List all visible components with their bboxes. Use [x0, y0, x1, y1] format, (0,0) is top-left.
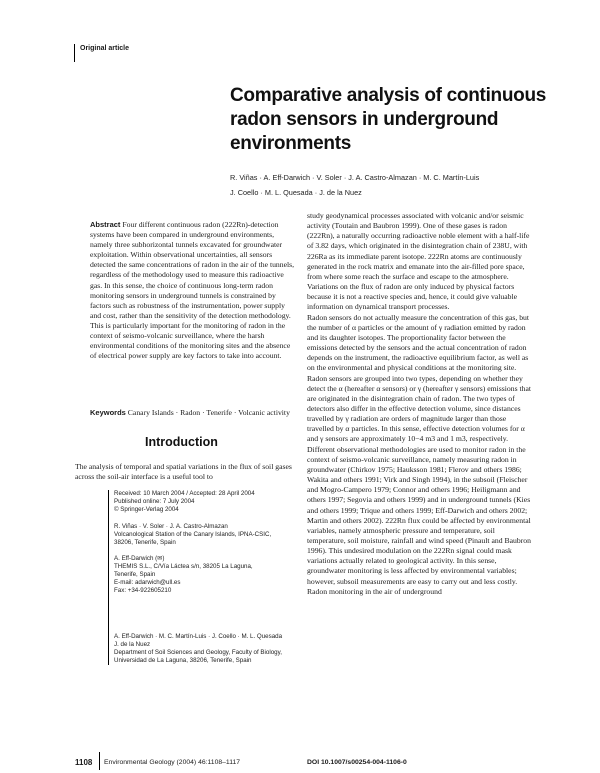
published-date: Published online: 7 July 2004 — [114, 497, 195, 505]
abstract-text: Four different continuous radon (222Rn)-detection systems have been compared in underground environments, namely three subhorizontal tunnels excavated for groundwater exploitation. Within observational uncertainties, all sensors detected the same concentrations of radon in the air of the tunnels, regardless of the methodology used to measure this radioactive gas. In this sense, the choice of continuous long-term radon monitoring sensors in underground tunnels is constrained by factors such as robustness of the instrumentation, power supply and cost, rather than the sensitivity of the detection methodology. This is particularly important for the monitoring of radon in the context of seismo-volcanic surveillance, where the harsh environmental conditions of the monitoring sites and the absence of electrical power supply are key factors to take into account. — [90, 220, 295, 361]
copyright: © Springer-Verlag 2004 — [114, 505, 179, 513]
authors-line-2: J. Coello · M. L. Quesada · J. de la Nuez — [230, 188, 362, 197]
affiliation-line: 38206, Tenerife, Spain — [114, 538, 176, 546]
info-box-rule — [108, 490, 109, 665]
article-dates — [114, 490, 255, 514]
affiliation-line: Tenerife, Spain — [114, 570, 156, 578]
right-column-body — [307, 211, 533, 597]
introduction-text: The analysis of temporal and spatial variations in the flux of soil gases across the soil-air interface is a useful tool to — [75, 462, 292, 481]
introduction-heading: Introduction — [145, 435, 218, 449]
abstract-label: Abstract — [90, 220, 121, 229]
keywords-text: Canary Islands · Radon · Tenerife · Volcanic activity — [127, 408, 290, 417]
affiliation-2 — [114, 555, 253, 595]
body-paragraph-3: Different observational methodologies are used to monitor radon in the context of seismo-volcanic surveillance, namely measuring radon in groundwater (Chirkov 1975; Hauksson 1981; Flerov and others 1986; Wakita and others 1991; Virk and Singh 1994), in the subsoil (Fleischer and Mogro-Campero 1979; Connor and others 1996; Heiligmann and others 1997; Segovia and others 1999) and in underground tunnels (Kies and others 1999; Trique and others 1999; Eff-Darwich and others 2002; Martin and others 2002). 222Rn flux could be affected by environmental variables, namely atmospheric pressure and temperature, soil temperature, soil moisture, rainfall and wind speed (Pinault and Baubron 1996). This undesired modulation on the 222Rn signal could mask variations actually related to geological activity. In this sense, groundwater monitoring is less affected by environmental variables; however, subsoil measurements are easy to carry out and less costly. Radon monitoring in the air of underground — [307, 444, 531, 596]
journal-citation: Environmental Geology (2004) 46:1108–1117 — [104, 759, 241, 766]
keywords-label: Keywords — [90, 408, 126, 417]
fax-line: Fax: +34-922605210 — [114, 586, 172, 594]
section-label: Original article — [80, 45, 130, 52]
body-paragraph-1: study geodynamical processes associated with volcanic and/or seismic activity (Toutain and Baubron 1999). One of these gases is radon (222Rn), a naturally occurring radioactive noble element with a half-life of 3.82 days, which originated in the disintegration chain of 238U, with 226Ra as its immediate parent isotope. 222Rn atoms are continuously generated in the rock matrix and emanate into the air-filled pore space, from where some reach the surface and escape to the atmosphere. Variations on the flux of radon are only induced by physical factors because it is not a reactive species and, hence, it could give valuable information on dynamical transport processes. — [307, 211, 530, 312]
keywords — [90, 408, 296, 418]
affiliation-line: A. Eff-Darwich (✉) — [114, 555, 165, 562]
abstract — [90, 220, 296, 361]
doi[interactable]: DOI 10.1007/s00254-004-1106-0 — [307, 759, 407, 766]
affiliation-line: Volcanological Station of the Canary Islands, IPNA-CSIC, — [114, 530, 272, 538]
page-number: 1108 — [75, 758, 93, 767]
affiliation-line: THEMIS S.L., C/Vía Láctea s/n, 38205 La Laguna, — [114, 562, 253, 570]
article-title: Comparative analysis of continuous radon sensors in underground environments — [230, 85, 547, 154]
affiliation-1 — [114, 523, 271, 547]
affiliation-line: A. Eff-Darwich · M. C. Martín-Luis · J. Coello · M. L. Quesada — [114, 633, 283, 640]
affiliation-3 — [114, 633, 282, 665]
email-line[interactable]: E-mail: adarwich@ull.es — [114, 578, 181, 586]
affiliation-line: R. Viñas · V. Soler · J. A. Castro-Almazan — [114, 523, 228, 530]
affiliation-line: J. de la Nuez — [114, 640, 151, 648]
header-rule — [74, 44, 75, 62]
body-paragraph-2: Radon sensors do not actually measure the concentration of this gas, but the number of α particles or the amount of γ radiation emitted by radon and its daughter isotopes. The proportionality factor between the emissions detected by the sensors and the actual concentration of radon depends on the instrument, the radioactive equilibrium factor, as well as on the environmental and physical conditions at the monitoring site. Radon sensors are grouped into two types, depending on whether they detect the α (hereafter α sensors) or γ (hereafter γ sensors) emissions that are originated in the disintegration chain of radon. The two types of detectors also differ in the effective detection volume, since distances travelled by γ radiation are orders of magnitude larger than those travelled by α particles. In this sense, effective detection volumes for α and γ sensors are approximately 10−4 m3 and 1 m3, respectively. — [307, 312, 532, 444]
footer-rule — [99, 752, 100, 770]
affiliation-line: Universidad de La Laguna, 38206, Tenerife, Spain — [114, 656, 252, 664]
affiliation-line: Department of Soil Sciences and Geology, Faculty of Biology, — [114, 648, 282, 656]
authors-line-1: R. Viñas · A. Eff-Darwich · V. Soler · J. A. Castro-Almazan · M. C. Martín-Luis — [230, 173, 480, 182]
received-date: Received: 10 March 2004 / Accepted: 28 April 2004 — [114, 490, 255, 497]
